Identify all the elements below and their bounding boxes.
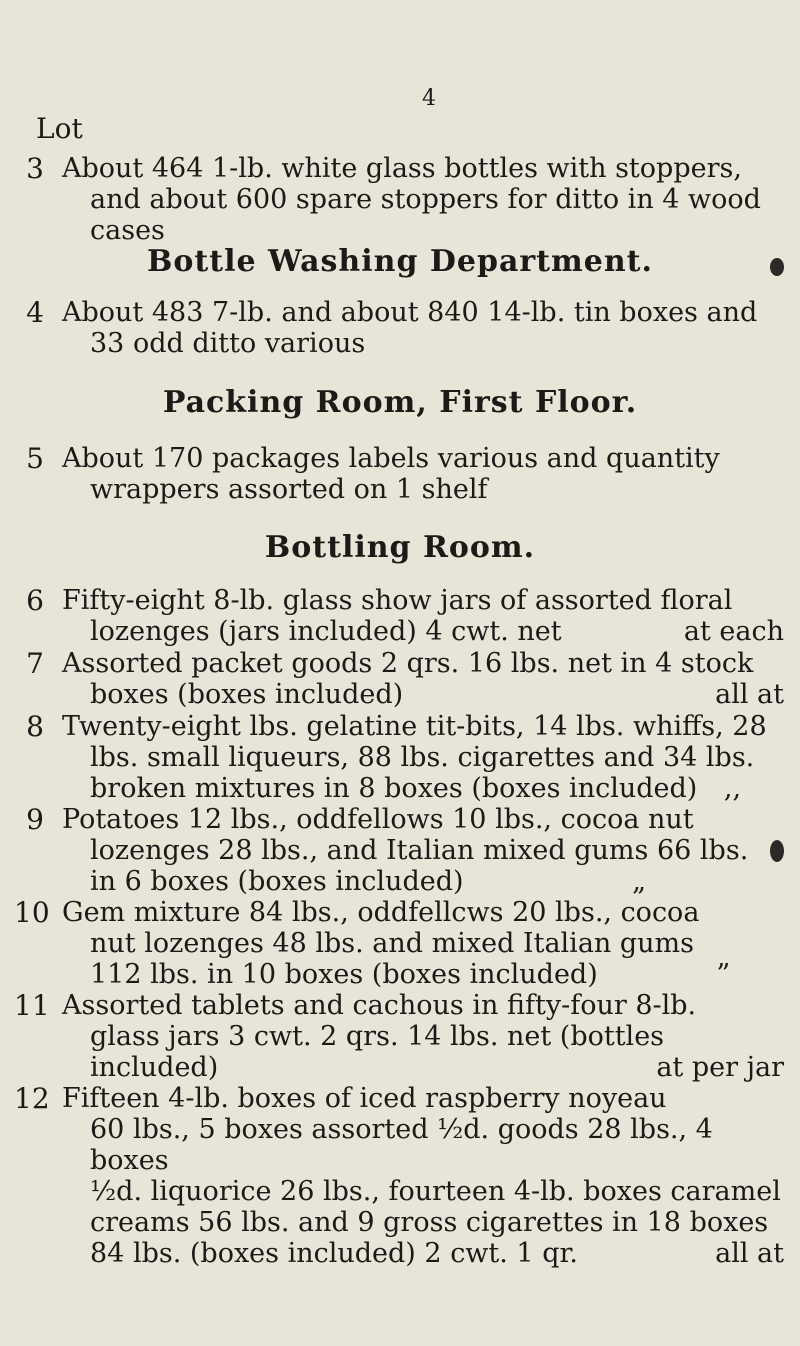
lot-description: [62, 990, 784, 1083]
lot-line: 60 lbs., 5 boxes assorted ½d. goods 28 lbs., 4 boxes: [90, 1114, 713, 1176]
lot-number: 7: [26, 647, 44, 680]
lot-line: and about 600 spare stoppers for ditto in 4 wood: [90, 184, 761, 215]
lot-price: all at: [715, 679, 784, 710]
lot-line: lozenges (jars included) 4 cwt. net: [90, 616, 562, 647]
lot-price: ,,: [723, 773, 742, 804]
section-heading: Packing Room, First Floor.: [162, 385, 638, 420]
lot-number: 4: [26, 296, 44, 329]
lot-line-with-price: [62, 773, 784, 804]
lot-line: in 6 boxes (boxes included): [90, 866, 464, 897]
lot-number: 8: [26, 710, 44, 743]
lot-line: About 170 packages labels various and quantity: [62, 443, 720, 474]
lot-line: ½d. liquorice 26 lbs., fourteen 4-lb. boxes caramel: [90, 1176, 781, 1207]
lot-price: at each: [683, 616, 784, 647]
lot-line: nut lozenges 48 lbs. and mixed Italian gums: [90, 928, 695, 959]
lot-line: Potatoes 12 lbs., oddfellows 10 lbs., cocoa nut: [62, 804, 694, 835]
lot-number: 6: [26, 584, 44, 617]
lot-line: 33 odd ditto various: [90, 328, 366, 359]
lot-line-with-price: [62, 866, 784, 897]
lot-description: [62, 297, 784, 359]
lot-number: 10: [14, 896, 50, 929]
lot-line: 84 lbs. (boxes included) 2 cwt. 1 qr.: [90, 1238, 579, 1269]
ink-blot-mark: [770, 840, 784, 862]
lot-line: Assorted tablets and cachous in fifty-four 8-lb.: [62, 990, 697, 1021]
lot-description: [62, 897, 784, 990]
lot-line: lozenges 28 lbs., and Italian mixed gums 66 lbs.: [90, 835, 749, 866]
lot-line: About 483 7-lb. and about 840 14-lb. tin boxes and: [62, 297, 758, 328]
lot-line: Gem mixture 84 lbs., oddfellcws 20 lbs., cocoa: [62, 897, 700, 928]
lot-description: [62, 804, 784, 897]
lot-line: Assorted packet goods 2 qrs. 16 lbs. net in 4 stock: [62, 648, 754, 679]
lot-line: creams 56 lbs. and 9 gross cigarettes in 18 boxes: [90, 1207, 769, 1238]
lot-line: included): [90, 1052, 219, 1083]
lot-description: [62, 711, 784, 804]
lot-description: [62, 585, 784, 647]
lot-line-with-price: [62, 1052, 784, 1083]
lot-number: 3: [26, 152, 44, 185]
lot-line: glass jars 3 cwt. 2 qrs. 14 lbs. net (bottles: [90, 1021, 665, 1052]
lot-column-heading: Lot: [36, 112, 83, 145]
lot-line-with-price: [62, 1238, 784, 1269]
ink-blot-mark: [770, 258, 784, 276]
lot-line: wrappers assorted on 1 shelf: [90, 474, 488, 505]
section-heading: Bottling Room.: [264, 530, 536, 565]
lot-line: boxes (boxes included): [90, 679, 404, 710]
lot-description: [62, 443, 784, 505]
lot-price: „: [632, 866, 647, 897]
lot-price: all at: [715, 1238, 784, 1269]
lot-line: 112 lbs. in 10 boxes (boxes included): [90, 959, 598, 990]
lot-price: at per jar: [656, 1052, 784, 1083]
lot-price: ”: [716, 959, 731, 990]
lot-line: About 464 1-lb. white glass bottles with stoppers,: [62, 153, 742, 184]
lot-description: [62, 153, 784, 246]
lot-line-with-price: [62, 679, 784, 710]
section-heading: Bottle Washing Department.: [147, 244, 653, 279]
lot-line: Fifteen 4-lb. boxes of iced raspberry noyeau: [62, 1083, 667, 1114]
lot-number: 9: [26, 803, 44, 836]
page-number: 4: [422, 86, 436, 111]
lot-description: [62, 648, 784, 710]
lot-line-with-price: [62, 959, 784, 990]
lot-line: cases: [90, 215, 165, 246]
lot-line-with-price: [62, 616, 784, 647]
lot-number: 5: [26, 442, 44, 475]
lot-line: Twenty-eight lbs. gelatine tit-bits, 14 lbs. whiffs, 28: [62, 711, 767, 742]
lot-number: 12: [14, 1082, 50, 1115]
lot-line: Fifty-eight 8-lb. glass show jars of assorted floral: [62, 585, 733, 616]
lot-line: lbs. small liqueurs, 88 lbs. cigarettes and 34 lbs.: [90, 742, 755, 773]
lot-description: [62, 1083, 784, 1269]
lot-number: 11: [14, 989, 50, 1022]
lot-line: broken mixtures in 8 boxes (boxes included): [90, 773, 698, 804]
